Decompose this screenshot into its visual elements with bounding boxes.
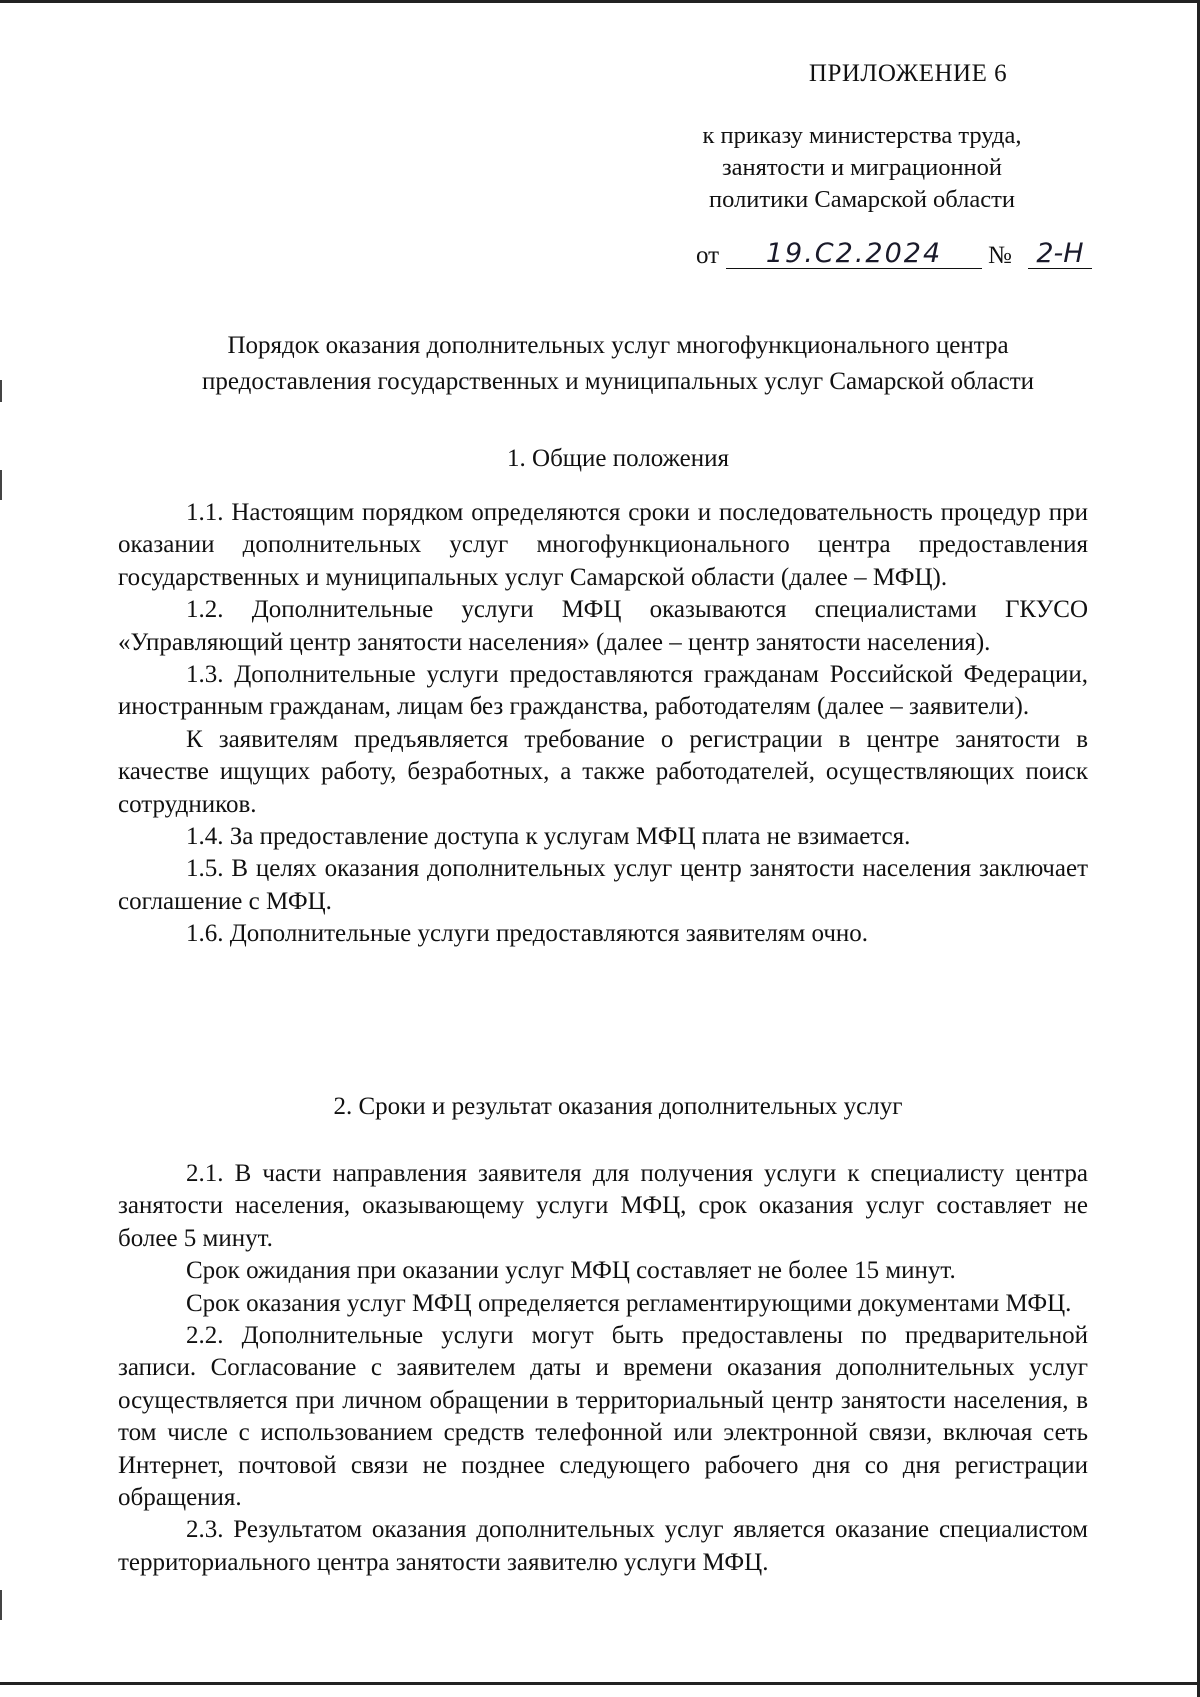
section-1-body — [118, 497, 1088, 951]
appendix-title: ПРИЛОЖЕНИЕ 6 — [808, 60, 1008, 87]
paragraph: 2.1. В части направления заявителя для получения услуги к специалисту центра занятости населения, оказывающему услуги МФЦ, срок оказания услуг составляет не более 5 минут. — [118, 1160, 1088, 1252]
scan-edge-top — [0, 0, 1200, 3]
scan-edge-mark — [0, 1590, 2, 1620]
paragraph: 1.2. Дополнительные услуги МФЦ оказываются специалистами ГКУСО «Управляющий центр занятости населения» (далее – центр занятости населения). — [118, 596, 1088, 656]
paragraph: 2.3. Результатом оказания дополнительных услуг является оказание специалистом территориального центра занятости заявителю услуги МФЦ. — [118, 1516, 1088, 1576]
section-2-body — [118, 1158, 1088, 1579]
section-heading: 1. Общие положения — [507, 445, 729, 472]
document-title — [118, 328, 1118, 400]
paragraph: 1.5. В целях оказания дополнительных услуг центр занятости населения заключает соглашение с МФЦ. — [118, 855, 1088, 915]
order-reference — [662, 120, 1062, 216]
paragraph: Срок оказания услуг МФЦ определяется регламентирующими документами МФЦ. — [186, 1289, 1072, 1317]
paragraph: 2.2. Дополнительные услуги могут быть предоставлены по предварительной записи. Согласование с заявителем даты и времени оказания дополнительных услуг осуществляется при личном обращении в территориальный центр занятости населения, в том числе с использованием средств телефонной или электронной связи, включая сеть Интернет, почтовой связи не позднее следующего рабочего дня со дня регистрации обращения. — [118, 1322, 1088, 1512]
paragraph: К заявителям предъявляется требование о регистрации в центре занятости в качестве ищущих работу, безработных, а также работодателей, осуществляющих поиск сотрудников. — [118, 725, 1088, 818]
title-line: предоставления государственных и муниципальных услуг Самарской области — [201, 368, 1035, 395]
paragraph: 1.6. Дополнительные услуги предоставляются заявителям очно. — [186, 920, 869, 948]
handwritten-number: 2-Н — [1028, 238, 1092, 269]
title-line: Порядок оказания дополнительных услуг многофункционального центра — [227, 332, 1009, 359]
order-date-number — [696, 238, 1091, 274]
order-ref-line: к приказу министерства труда, — [702, 122, 1022, 149]
paragraph: 1.1. Настоящим порядком определяются сроки и последовательность процедур при оказании дополнительных услуг многофункционального центра предоставления государственных и муниципальных услуг Самарской области (далее – МФЦ). — [118, 499, 1088, 591]
paragraph: 1.4. За предоставление доступа к услугам МФЦ плата не взимается. — [186, 823, 911, 851]
handwritten-date: 19.С2.2024 — [726, 238, 982, 269]
section-heading: 2. Сроки и результат оказания дополнительных услуг — [333, 1093, 903, 1120]
order-ref-line: политики Самарской области — [709, 186, 1015, 213]
scan-edge-mark — [0, 470, 2, 500]
number-sign: № — [988, 242, 1012, 269]
scan-edge-bottom — [0, 1682, 1200, 1685]
date-prefix: от — [696, 242, 720, 269]
paragraph: 1.3. Дополнительные услуги предоставляются гражданам Российской Федерации, иностранным гражданам, лицам без гражданства, работодателям (далее – заявители). — [118, 661, 1088, 721]
order-ref-line: занятости и миграционной — [721, 154, 1003, 181]
paragraph: Срок ожидания при оказании услуг МФЦ составляет не более 15 минут. — [186, 1257, 956, 1285]
scan-edge-mark — [0, 380, 2, 402]
